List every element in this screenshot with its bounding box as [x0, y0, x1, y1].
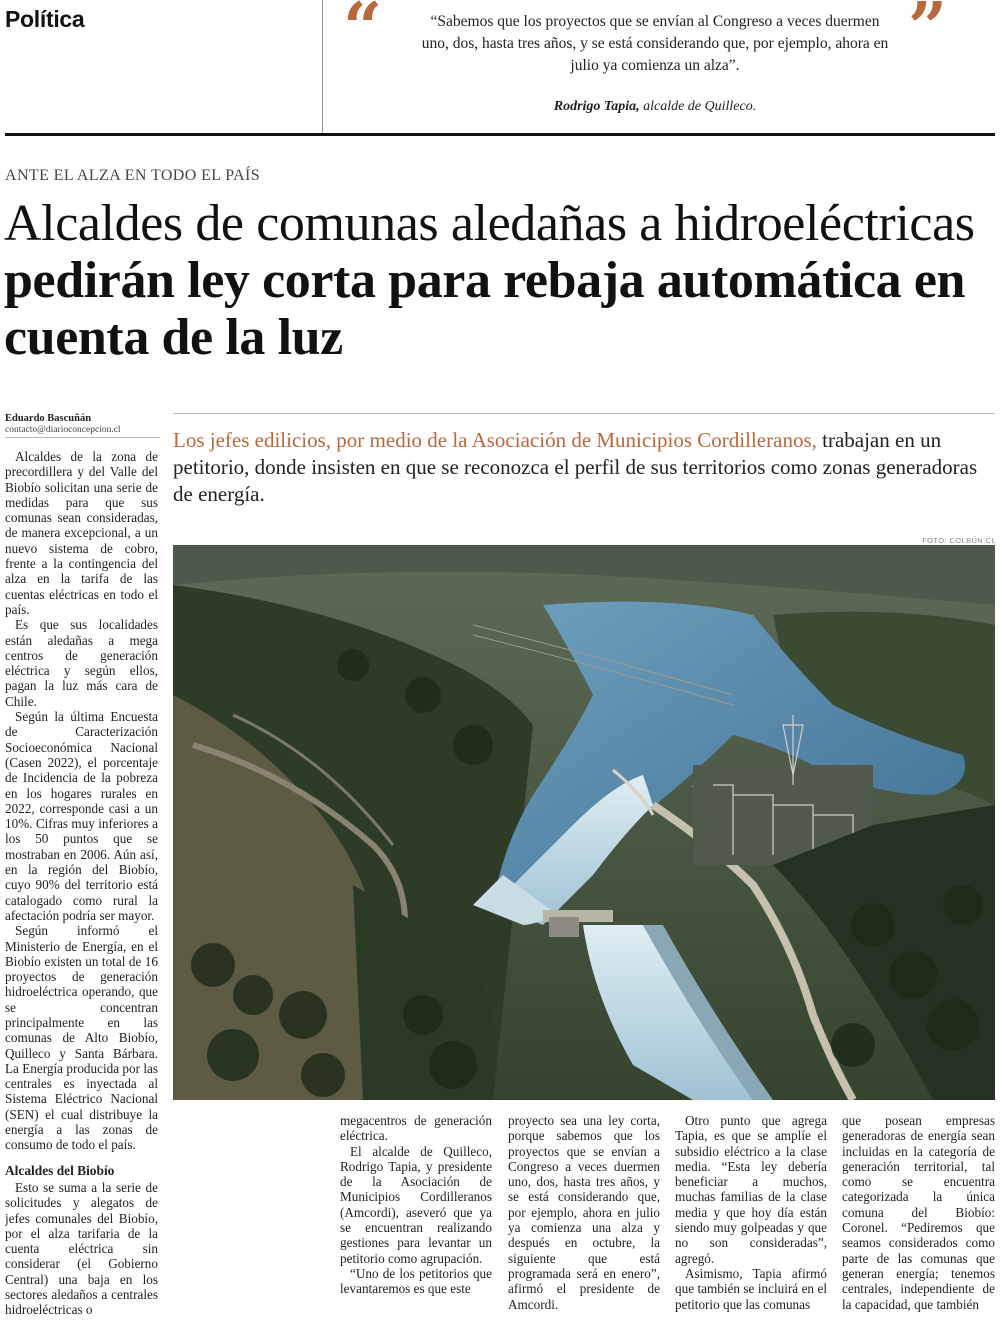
- paragraph: proyecto sea una ley corta, porque sabemos que los proyectos que se envían a Congreso a veces duermen uno, dos, hasta tres años, y se está considerando que, por ejemplo, ahora en julio ya comienza una alza y después en octubre, la siguiente que está programada será en enero”, afirmó el presidente de Amcordi.: [508, 1113, 660, 1312]
- header-divider: [322, 0, 323, 133]
- pull-quote-author: Rodrigo Tapia,: [553, 99, 640, 114]
- article-column-2: [340, 1113, 492, 1327]
- headline-light: Alcaldes de comunas aledañas a hidroeléctricas: [4, 195, 975, 252]
- paragraph: “Uno de los petitorios que levantaremos es que este: [340, 1265, 492, 1297]
- dam-aerial-illustration: [173, 545, 995, 1100]
- paragraph: Según informó el Ministerio de Energía, en el Biobío existen un total de 16 proyectos de generación hidroeléctrica operando, que se concentran principalmente en las comunas de Alto Biobío, Quilleco y Santa Bárbara. La Energía producida por las centrales es inyectada al Sistema Eléctrico Nacional (SEN) el cual distribuye la energía a las zonas de consumo de todo el país.: [5, 923, 158, 1153]
- section-label: Política: [5, 6, 85, 32]
- byline-rule: [5, 437, 160, 438]
- paragraph: que posean empresas generadoras de energía sean incluidas en la categoría de generación territorial, tal como se encuentra categorizada la única comuna del Biobío: Coronel. “Pediremos que seamos considerados como parte de las comunas que generan energía; tenemos centrales, independiente de la capacidad, que también: [842, 1113, 995, 1312]
- open-quote-icon: “: [343, 0, 383, 68]
- paragraph: Es que sus localidades están aledañas a mega centros de generación eléctrica y según ellos, pagan la luz más cara de Chile.: [5, 617, 158, 709]
- close-quote-icon: ”: [908, 0, 948, 68]
- deck-rest: trabajan en un petitorio, donde insisten en que se reconozca el perfil de sus territorios como zonas generadoras de energía.: [173, 428, 978, 506]
- paragraph: Asimismo, Tapia afirmó que también se incluirá en el petitorio que las comunas: [675, 1265, 827, 1312]
- deck-accent: Los jefes edilicios, por medio de la Asociación de Municipios Cordilleranos,: [173, 428, 817, 452]
- headline: [4, 195, 999, 366]
- pull-quote-attribution: [420, 99, 890, 115]
- pull-quote-role: alcalde de Quilleco.: [639, 99, 757, 114]
- paragraph: Alcaldes de la zona de precordillera y del Valle del Biobío solicitan una serie de medidas para que sus comunas sean consideradas, de manera excepcional, a un nuevo sistema de cobro, frente a la contingencia del alza en la tarifa de las cuentas eléctricas en todo el país.: [5, 449, 158, 617]
- photo-credit: FOTO: COLBÚN.CL: [922, 536, 996, 545]
- subheading: Alcaldes del Biobío: [5, 1162, 115, 1178]
- deck: [173, 427, 995, 508]
- byline-email: contacto@diarioconcepcion.cl: [5, 425, 121, 435]
- article-column-5: [842, 1113, 995, 1327]
- headline-bold: pedirán ley corta para rebaja automática en cuenta de la luz: [4, 252, 966, 366]
- paragraph: Según la última Encuesta de Caracterización Socioeconómica Nacional (Casen 2022), el porcentaje de Incidencia de la pobreza en los hogares rurales en 2022, corresponde casi a un 10%. Cifras muy inferiores a los 50 puntos que se mostraban en 2006. Aún así, en la región del Biobío, cuyo 90% del territorio está catalogado como rural la afectación podría ser mayor.: [5, 709, 158, 923]
- paragraph: El alcalde de Quilleco, Rodrigo Tapia, y presidente de la Asociación de Municipios Cordilleranos (Amcordi), aseveró que ya se encuentran realizando gestiones para levantar un petitorio como agrupación.: [340, 1143, 492, 1266]
- article-column-3: [508, 1113, 660, 1327]
- byline-name: Eduardo Bascuñán: [5, 413, 92, 424]
- top-rule: [5, 133, 995, 136]
- paragraph: Esto se suma a la serie de solicitudes y alegatos de jefes comunales del Biobío, por el alza tarifaria de la cuenta eléctrica sin considerar (el Gobierno Central) una baja en los sectores aledaños a centrales hidroeléctricas o: [5, 1179, 158, 1318]
- kicker: ANTE EL ALZA EN TODO EL PAÍS: [5, 167, 261, 184]
- paragraph: megacentros de generación eléctrica.: [340, 1113, 492, 1144]
- paragraph: Otro punto que agrega Tapia, es que se amplíe el subsidio eléctrico a la clase media. “Esta ley debería beneficiar a muchos, muchas familias de la clase media y que hoy día están siendo muy golpeadas y que no son consideradas”, agregó.: [675, 1113, 827, 1266]
- pull-quote-text: “Sabemos que los proyectos que se envían al Congreso a veces duermen uno, dos, hasta tres años, y se está considerando que, por ejemplo, ahora en julio ya comienza un alza”.: [421, 13, 889, 74]
- dam-aerial-photo: [173, 545, 995, 1100]
- deck-rule: [173, 413, 995, 414]
- article-column-1: [5, 449, 158, 1327]
- article-column-4: [675, 1113, 827, 1327]
